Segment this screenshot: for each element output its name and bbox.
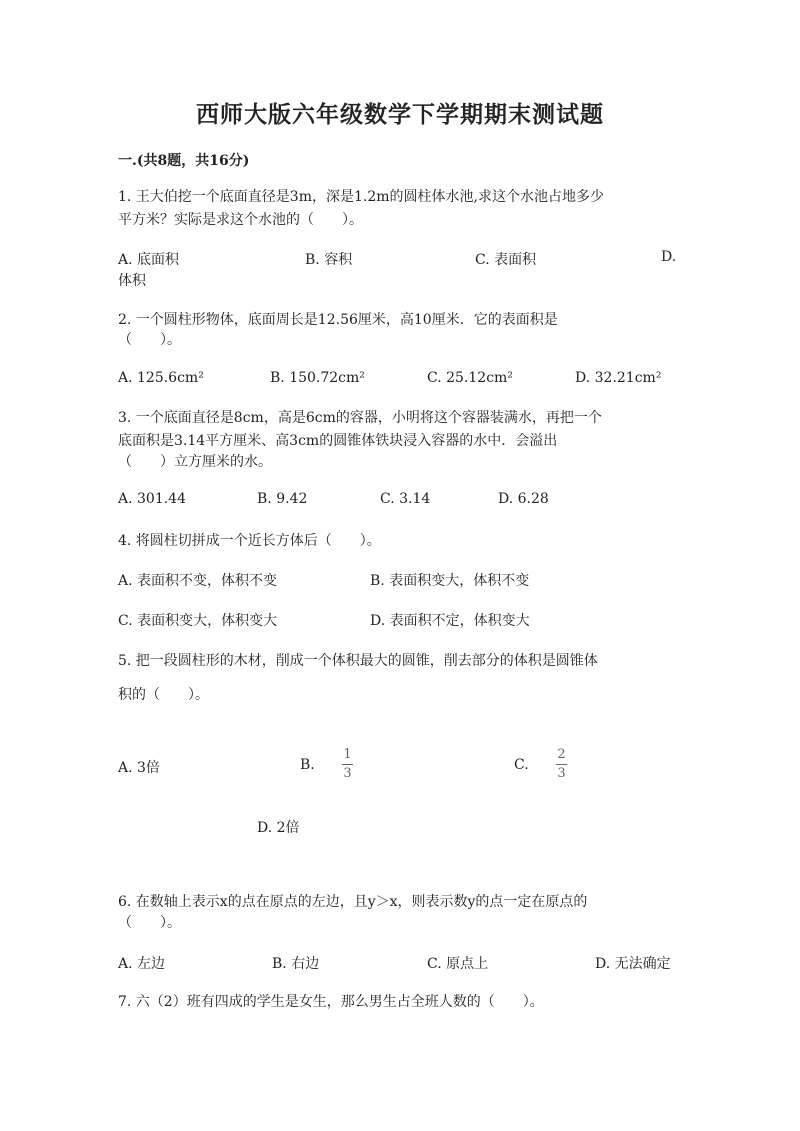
question-6-line-2: （ ）。 bbox=[118, 915, 181, 931]
question-3-option-d: D. 6.28 bbox=[498, 491, 549, 507]
question-3-option-c: C. 3.14 bbox=[380, 491, 431, 507]
question-5-option-c-label: C. bbox=[514, 757, 529, 773]
question-1-option-a: A. 底面积 bbox=[118, 252, 180, 268]
question-2-option-c: C. 25.12cm² bbox=[427, 370, 513, 386]
question-3-line-2: 底面积是3.14平方厘米、高3cm的圆锥体铁块浸入容器的水中．会溢出 bbox=[118, 433, 558, 449]
question-4-option-c: C. 表面积变大，体积变大 bbox=[118, 613, 278, 629]
question-5-option-b-fraction bbox=[342, 748, 353, 781]
question-1-line-1: 1. 王大伯挖一个底面直径是3m，深是1.2m的圆柱体水池,求这个水池占地多少 bbox=[118, 189, 604, 205]
question-2-option-a: A. 125.6cm² bbox=[118, 370, 204, 386]
question-1-option-c: C. 表面积 bbox=[475, 252, 537, 268]
question-1-option-d-label: D. bbox=[661, 249, 677, 265]
fraction-bar bbox=[556, 764, 567, 765]
question-4-option-d: D. 表面积不定，体积变大 bbox=[370, 613, 530, 629]
question-2-option-d: D. 32.21cm² bbox=[575, 370, 662, 386]
fraction-numerator: 1 bbox=[343, 747, 352, 762]
question-6-option-c: C. 原点上 bbox=[427, 956, 489, 972]
question-6-option-d: D. 无法确定 bbox=[595, 956, 671, 972]
page-title: 西师大版六年级数学下学期期末测试题 bbox=[196, 101, 604, 128]
question-5-option-b-label: B. bbox=[300, 757, 315, 773]
section-heading: 一.(共8题，共16分) bbox=[118, 153, 250, 169]
fraction-bar bbox=[342, 764, 353, 765]
question-5-option-c-fraction bbox=[556, 748, 567, 781]
question-6-option-a: A. 左边 bbox=[118, 956, 166, 972]
question-1-line-2: 平方米？实际是求这个水池的（ ）。 bbox=[118, 212, 363, 228]
question-3-option-b: B. 9.42 bbox=[257, 491, 308, 507]
fraction-denominator: 3 bbox=[343, 766, 352, 781]
question-4-option-a: A. 表面积不变，体积不变 bbox=[118, 573, 278, 589]
question-5-line-1: 5. 把一段圆柱形的木材，削成一个体积最大的圆锥，削去部分的体积是圆锥体 bbox=[118, 653, 598, 669]
fraction-denominator: 3 bbox=[557, 766, 566, 781]
question-3-line-1: 3. 一个底面直径是8cm，高是6cm的容器，小明将这个容器装满水，再把一个 bbox=[118, 410, 602, 426]
question-5-option-a: A. 3倍 bbox=[118, 760, 160, 776]
question-6-option-b: B. 右边 bbox=[272, 956, 320, 972]
question-5-line-2: 积的（ ）。 bbox=[118, 687, 209, 703]
question-2-option-b: B. 150.72cm² bbox=[270, 370, 365, 386]
question-3-line-3: （ ）立方厘米的水。 bbox=[118, 454, 272, 470]
question-4-line-1: 4. 将圆柱切拼成一个近长方体后（ ）。 bbox=[118, 533, 381, 549]
question-1-option-d-text: 体积 bbox=[118, 273, 146, 289]
question-6-line-1: 6. 在数轴上表示x的点在原点的左边，且y＞x，则表示数y的点一定在原点的 bbox=[118, 894, 588, 910]
fraction-numerator: 2 bbox=[557, 747, 566, 762]
question-7-line-1: 7. 六（2）班有四成的学生是女生，那么男生占全班人数的（ ）。 bbox=[118, 994, 544, 1010]
question-5-option-d: D. 2倍 bbox=[257, 820, 300, 836]
question-2-line-2: （ ）。 bbox=[118, 332, 181, 348]
question-3-option-a: A. 301.44 bbox=[118, 491, 186, 507]
question-1-option-b: B. 容积 bbox=[305, 252, 353, 268]
question-4-option-b: B. 表面积变大，体积不变 bbox=[370, 573, 530, 589]
question-2-line-1: 2. 一个圆柱形物体，底面周长是12.56厘米，高10厘米．它的表面积是 bbox=[118, 312, 558, 328]
